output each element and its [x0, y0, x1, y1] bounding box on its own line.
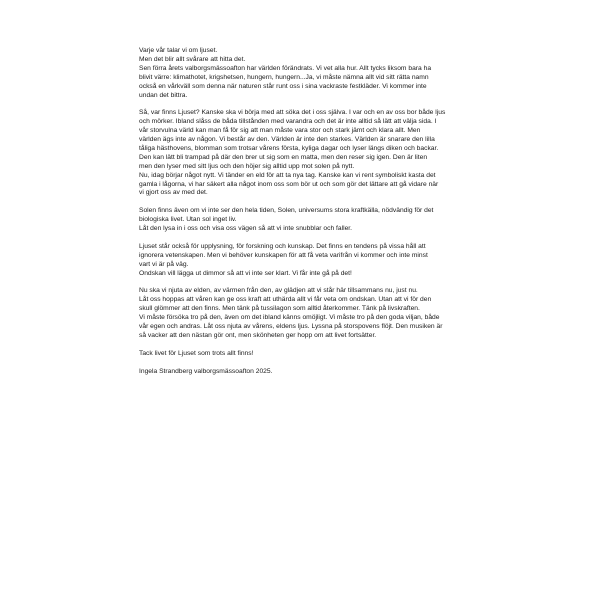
text-line: Ingela Strandberg valborgsmässoafton 2025.	[139, 367, 273, 375]
paragraph-sun	[139, 207, 469, 234]
text-line: Ljuset står också för upplysning, för forskning och kunskap. Det finns en tendens på vissa håll att	[139, 242, 426, 250]
text-line: så vacker att den nästan gör ont, men skönheten ger hopp om att livet fortsätter.	[139, 331, 377, 339]
text-line: Den kan lätt bli trampad på där den brer ut sig som en matta, men den reser sig igen. Den är liten	[139, 153, 428, 161]
letter-body	[139, 47, 469, 385]
text-line: Tack livet för Ljuset som trots allt finns!	[139, 349, 254, 357]
text-line: vi gjort oss av med det.	[139, 189, 208, 197]
paragraph-where-is-light	[139, 109, 469, 198]
text-line: skull glömmer att den finns. Men tänk på tussilagon som alltid återkommer. Tänk på livskraften.	[139, 305, 420, 313]
text-line: Nu, idag börjar något nytt. Vi tänder en eld för att ta nya tag. Kanske kan vi rent symboliskt kasta det	[139, 171, 436, 179]
paragraph-thanks	[139, 350, 469, 359]
text-line: biologiska livet. Utan sol inget liv.	[139, 216, 237, 224]
text-line: vår storvulna värld kan man få för sig att man måste vara stor och stark jämt och klara allt. Men	[139, 127, 421, 135]
paragraph-knowledge	[139, 243, 469, 279]
text-line: Men det blir allt svårare att hitta det.	[139, 55, 246, 63]
text-line: Nu ska vi njuta av elden, av värmen från den, av glädjen att vi står här tillsammans nu, just nu.	[139, 287, 418, 295]
text-line: världen ägs inte av någon. Vi består av den. Världen är inte den starkes. Världen är snarare den lilla	[139, 136, 435, 144]
text-line: Så, var finns Ljuset? Kanske ska vi börja med att söka det i oss själva. I var och en av oss bor både ljus	[139, 109, 446, 117]
text-line: Sen förra årets valborgsmässoafton har världen förändrats. Vi vet alla hur. Allt tycks liksom bara ha	[139, 64, 432, 72]
text-line: Varje vår talar vi om ljuset.	[139, 47, 218, 54]
text-line: vart vi är på väg.	[139, 260, 189, 268]
text-line: undan det bittra.	[139, 91, 188, 99]
text-line: Ondskan vill läggа ut dimmor så att vi inte ser klart. Vi får inte gå på det!	[139, 269, 352, 277]
text-line: ignorera vetenskapen. Men vi behöver kunskapen för att få veta varifrån vi kommer och inte minst	[139, 251, 428, 259]
text-line: gamla i lågorna, vi har säkert alla något inom oss som bör ut och som gör det lättare att gå vidare när	[139, 180, 439, 188]
text-line: tåliga hästhovens, blomman som trotsar vårens första, kyliga dagar och lyser längs diken och backar.	[139, 144, 439, 152]
text-line: också en vårkväll som denna när naturen står runt oss i sina vackraste festkläder. Vi kommer inte	[139, 82, 427, 90]
text-line: Låt oss hoppas att våren kan ge oss kraft att uthärda allt vi får veta om ondskan. Utan att vi för den	[139, 296, 432, 304]
signature-line	[139, 368, 469, 377]
text-line: men den lyser med sitt ljus och den höjer sig alltid upp mot solen på nytt.	[139, 162, 355, 170]
text-line: vår egen och andras. Låt oss njuta av vårens, eldens ljus. Lyssna på storspovens flöjt. Den musiken är	[139, 323, 443, 331]
paragraph-intro	[139, 47, 469, 100]
paragraph-fire	[139, 287, 469, 340]
text-line: blivit värre: klimathotet, krigshetsen, hungern, hungern...Ja, vi måste nämna allt vid sitt rätta namn	[139, 73, 429, 81]
text-line: Vi måste försöka tro på den, även om det ibland känns omöjligt. Vi måste tro på den goda viljan, både	[139, 314, 440, 322]
text-line: Låt den lysa in i oss och visa oss vägen så att vi inte snubblar och faller.	[139, 225, 353, 233]
text-line: och mörker. Ibland slåss de båda tillstånden med varandra och det är inte alltid så lätt att välja sida. I	[139, 118, 437, 126]
text-line: Solen finns även om vi inte ser den hela tiden, Solen, universums stora kraftkälla, nödvändig för det	[139, 207, 434, 215]
